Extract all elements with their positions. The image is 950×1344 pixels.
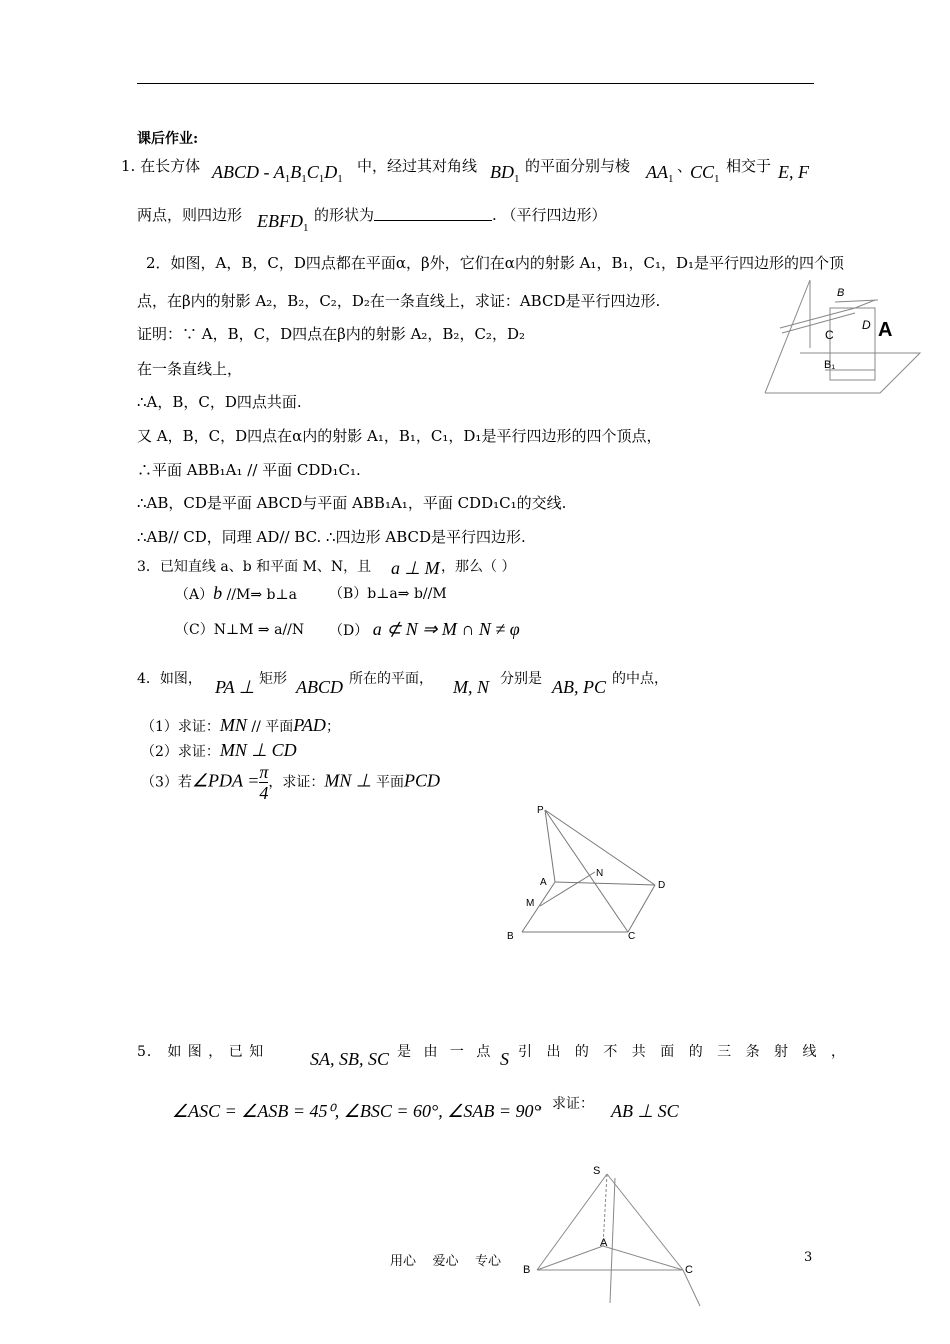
p4-mn: M, N (453, 677, 489, 697)
fig3-label-b: B (523, 1264, 531, 1276)
p4-pa: PA ⊥ (215, 677, 255, 697)
fig2-label-m: M (526, 898, 535, 909)
fig2-label-p: P (537, 805, 544, 816)
p1-line2a: 两点，则四边形 (137, 206, 243, 224)
edge-sb (537, 1174, 607, 1270)
edge-pc (545, 810, 628, 932)
p1-sep: 、 (677, 157, 693, 175)
fig3-label-a: A (600, 1237, 608, 1249)
fig1-label-b1: B₁ (824, 359, 836, 371)
fig2-label-c: C (628, 931, 636, 942)
p4-q3: （3）若∠PDA = $\frac{\pi}{4}$ ，求证：MN ⊥ 平面PCD (141, 762, 441, 803)
edge-ab (537, 1246, 603, 1270)
plane-beta (765, 280, 810, 393)
p5-s: S (500, 1049, 509, 1069)
p1-prefix: 1. 在长方体 (121, 157, 201, 175)
p2-line1: 2．如图，A，B，C，D四点都在平面α，β外，它们在α内的射影 A₁，B₁，C₁，D₁是平行四边形的四个顶 (146, 254, 845, 272)
p4-mid: 所在的平面， (349, 671, 433, 687)
p3-optC: （C）N⊥M ⇒ a//N (175, 622, 305, 638)
p4-abcd: ABCD (296, 677, 343, 697)
edge-sa (603, 1174, 607, 1246)
edge-pa (545, 810, 555, 882)
p3-line1m: a ⊥ M (391, 558, 440, 578)
fig2-label-a: A (540, 877, 547, 888)
p1-mid2: 的平面分别与棱 (525, 157, 631, 175)
edge-ac (603, 1246, 683, 1270)
p1-quad: $EBFD_1$ (257, 211, 309, 234)
p4-abpc: AB, PC (552, 677, 606, 697)
p5-prove: ，求证： (538, 1096, 594, 1112)
auxiliary-line (610, 1178, 615, 1303)
p1-line2b: 的形状为 . （平行四边形） (314, 206, 607, 224)
fig2-label-d: D (658, 880, 666, 891)
p3-optB: （B）b⊥a⇒ b//M (329, 586, 447, 602)
p2-line8: ∴AB，CD是平面 ABCD与平面 ABB₁A₁，平面 CDD₁C₁的交线. (137, 494, 567, 512)
p5-goal: AB ⊥ SC (611, 1101, 679, 1121)
fig3-label-c: C (685, 1264, 693, 1276)
p1-points: E, F (778, 162, 809, 182)
fig2-label-n: N (596, 868, 604, 879)
footer-text: 用心 爱心 专心 (390, 1254, 502, 1269)
p5-post: 引 出 的 不 共 面 的 三 条 射 线 ， (518, 1044, 850, 1060)
edge-cd (628, 885, 655, 932)
header-rule (137, 83, 814, 84)
p2-line4: 在一条直线上， (137, 360, 243, 378)
p2-line3: 证明：∵ A，B，C，D四点在β内的射影 A₂，B₂，C₂，D₂ (137, 325, 525, 343)
p1-edge1: $AA_1$ (646, 162, 674, 185)
p3-optA: （A）b //M⇒ b⊥a (175, 583, 298, 603)
p3-line1a: 3．已知直线 a、b 和平面 M、N，且 (137, 559, 372, 575)
fig2-label-b: B (507, 931, 514, 942)
p2-line9: ∴AB// CD，同理 AD// BC. ∴四边形 ABCD是平行四边形. (137, 528, 526, 546)
p1-box: ABCD - $A_1B_1C_1D_1$ (212, 162, 343, 185)
plane-alpha (765, 353, 920, 393)
p1-mid3: 相交于 (726, 157, 772, 175)
p4-mid2: 分别是 (500, 671, 542, 687)
answer-blank (374, 206, 492, 221)
p5-cond: ∠ASC = ∠ASB = 45⁰, ∠BSC = 60°, ∠SAB = 90° (172, 1101, 541, 1121)
p4-q1: （1）求证：MN // 平面PAD； (141, 715, 340, 735)
fig1-label-d: D (862, 318, 871, 332)
p5-rays: SA, SB, SC (310, 1049, 389, 1069)
p2-line6: 又 A，B，C，D四点在α内的射影 A₁，B₁，C₁，D₁是平行四边形的四个顶点， (137, 427, 662, 445)
p4-rect: 矩形 (259, 671, 287, 687)
figure-pyramid (500, 800, 680, 945)
p1-edge2: $CC_1$ (690, 162, 720, 185)
figure-tetrahedron (515, 1158, 705, 1308)
p2-line5: ∴A，B，C，D四点共面. (137, 393, 302, 411)
projection-line (780, 300, 875, 328)
segment-mn (540, 872, 595, 906)
page-number: 3 (804, 1250, 813, 1265)
p3-optD: （D） a ⊄ N ⇒ M ∩ N ≠ φ (329, 619, 520, 639)
p1-diag: $BD_1$ (490, 162, 520, 185)
p4-post: 的中点， (612, 671, 668, 687)
p5-mid: 是 由 一 点 (397, 1044, 495, 1060)
fig3-label-s: S (593, 1165, 601, 1177)
p5-pre: 5． 如 图 ， 已 知 (137, 1044, 265, 1060)
edge-sc (607, 1174, 683, 1270)
p2-line7: ∴平面 ABB₁A₁ // 平面 CDD₁C₁. (137, 461, 361, 479)
p4-q2: （2）求证：MN ⊥ CD (141, 740, 297, 760)
edge-ad (555, 882, 655, 885)
figure-planes (760, 278, 930, 400)
p4-pre: 4．如图， (137, 671, 202, 687)
p3-line1b: ，那么（ ） (441, 559, 516, 575)
p1-mid: 中，经过其对角线 (357, 157, 478, 175)
fig1-label-b: B (837, 287, 845, 299)
section-title: 课后作业: (137, 131, 199, 147)
p2-line2: 点，在β内的射影 A₂，B₂，C₂，D₂在一条直线上，求证：ABCD是平行四边形. (137, 292, 661, 310)
fig1-label-a: A (878, 319, 893, 341)
fig1-label-c: C (825, 328, 834, 342)
